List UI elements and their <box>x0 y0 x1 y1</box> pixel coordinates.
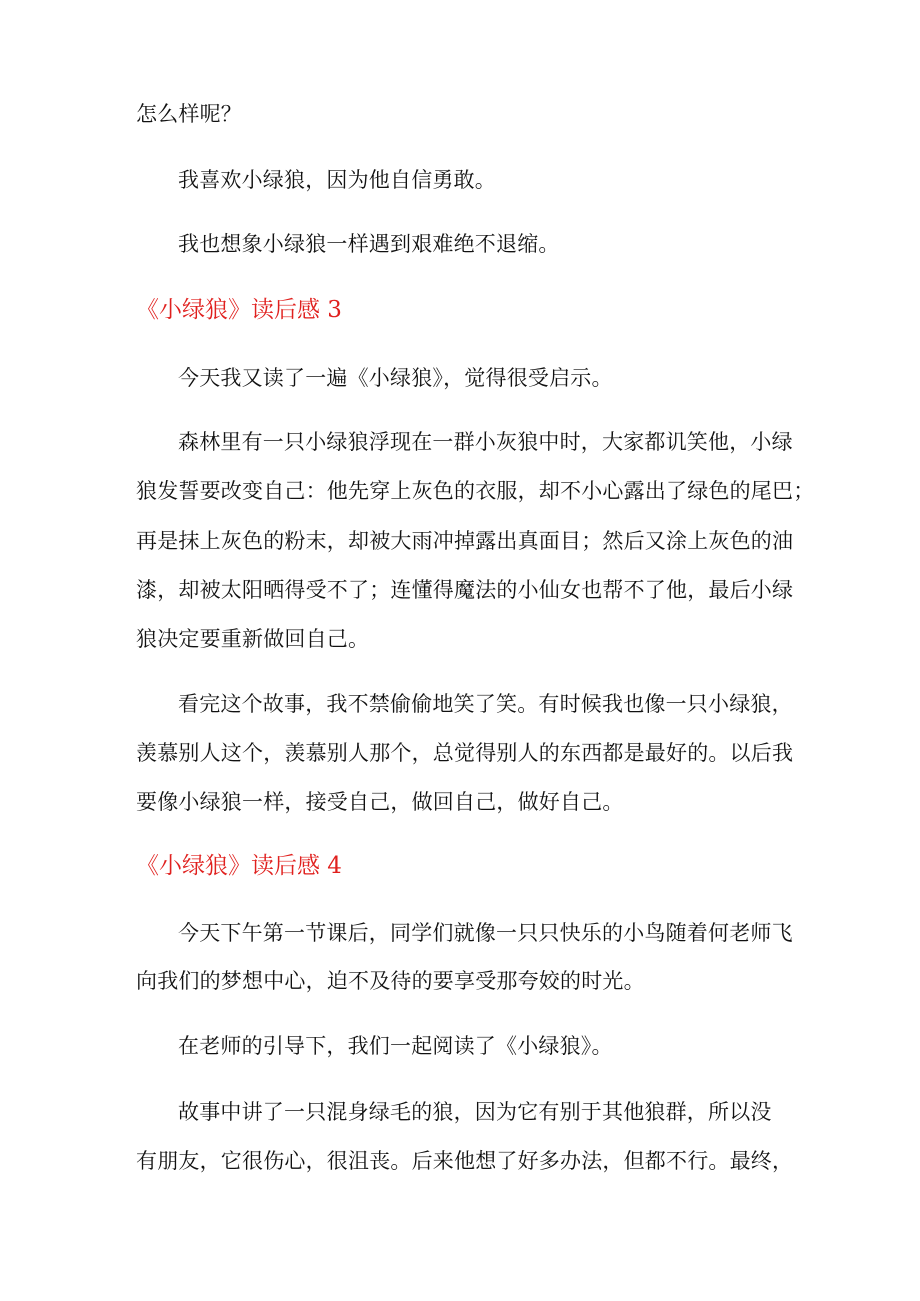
paragraph-line: 森林里有一只小绿狼浮现在一群小灰狼中时，大家都讥笑他，小绿 <box>178 430 793 454</box>
paragraph-line: 怎么样呢？ <box>136 102 242 126</box>
paragraph-line: 狼决定要重新做回自己。 <box>136 627 370 651</box>
paragraph-line: 今天我又读了一遍《小绿狼》，觉得很受启示。 <box>178 366 613 390</box>
paragraph-line: 我喜欢小绿狼，因为他自信勇敢。 <box>178 168 496 192</box>
paragraph-line: 故事中讲了一只混身绿毛的狼，因为它有别于其他狼群，所以没 <box>178 1100 772 1124</box>
paragraph-line: 我也想象小绿狼一样遇到艰难绝不退缩。 <box>178 232 560 256</box>
paragraph-line: 在老师的引导下，我们一起阅读了《小绿狼》。 <box>178 1034 613 1058</box>
paragraph-line: 有朋友，它很伤心，很沮丧。后来他想了好多办法，但都不行。最终， <box>136 1149 794 1173</box>
paragraph-line: 看完这个故事，我不禁偷偷地笑了笑。有时候我也像一只小绿狼， <box>178 692 793 716</box>
paragraph-line: 向我们的梦想中心，迫不及待的要享受那夸姣的时光。 <box>136 969 645 993</box>
section-heading: 《小绿狼》读后感 4 <box>136 853 342 879</box>
paragraph-line: 今天下午第一节课后，同学们就像一只只快乐的小鸟随着何老师飞 <box>178 921 793 945</box>
paragraph-line: 漆，却被太阳晒得受不了；连懂得魔法的小仙女也帮不了他，最后小绿 <box>136 578 794 602</box>
paragraph-line: 再是抹上灰色的粉末，却被大雨冲掉露出真面目；然后又涂上灰色的油 <box>136 529 794 553</box>
section-heading: 《小绿狼》读后感 3 <box>136 297 342 323</box>
paragraph-line: 羡慕别人这个，羡慕别人那个，总觉得别人的东西都是最好的。以后我 <box>136 741 794 765</box>
paragraph-line: 狼发誓要改变自己：他先穿上灰色的衣服，却不小心露出了绿色的尾巴； <box>136 479 815 503</box>
paragraph-line: 要像小绿狼一样，接受自己，做回自己，做好自己。 <box>136 790 624 814</box>
